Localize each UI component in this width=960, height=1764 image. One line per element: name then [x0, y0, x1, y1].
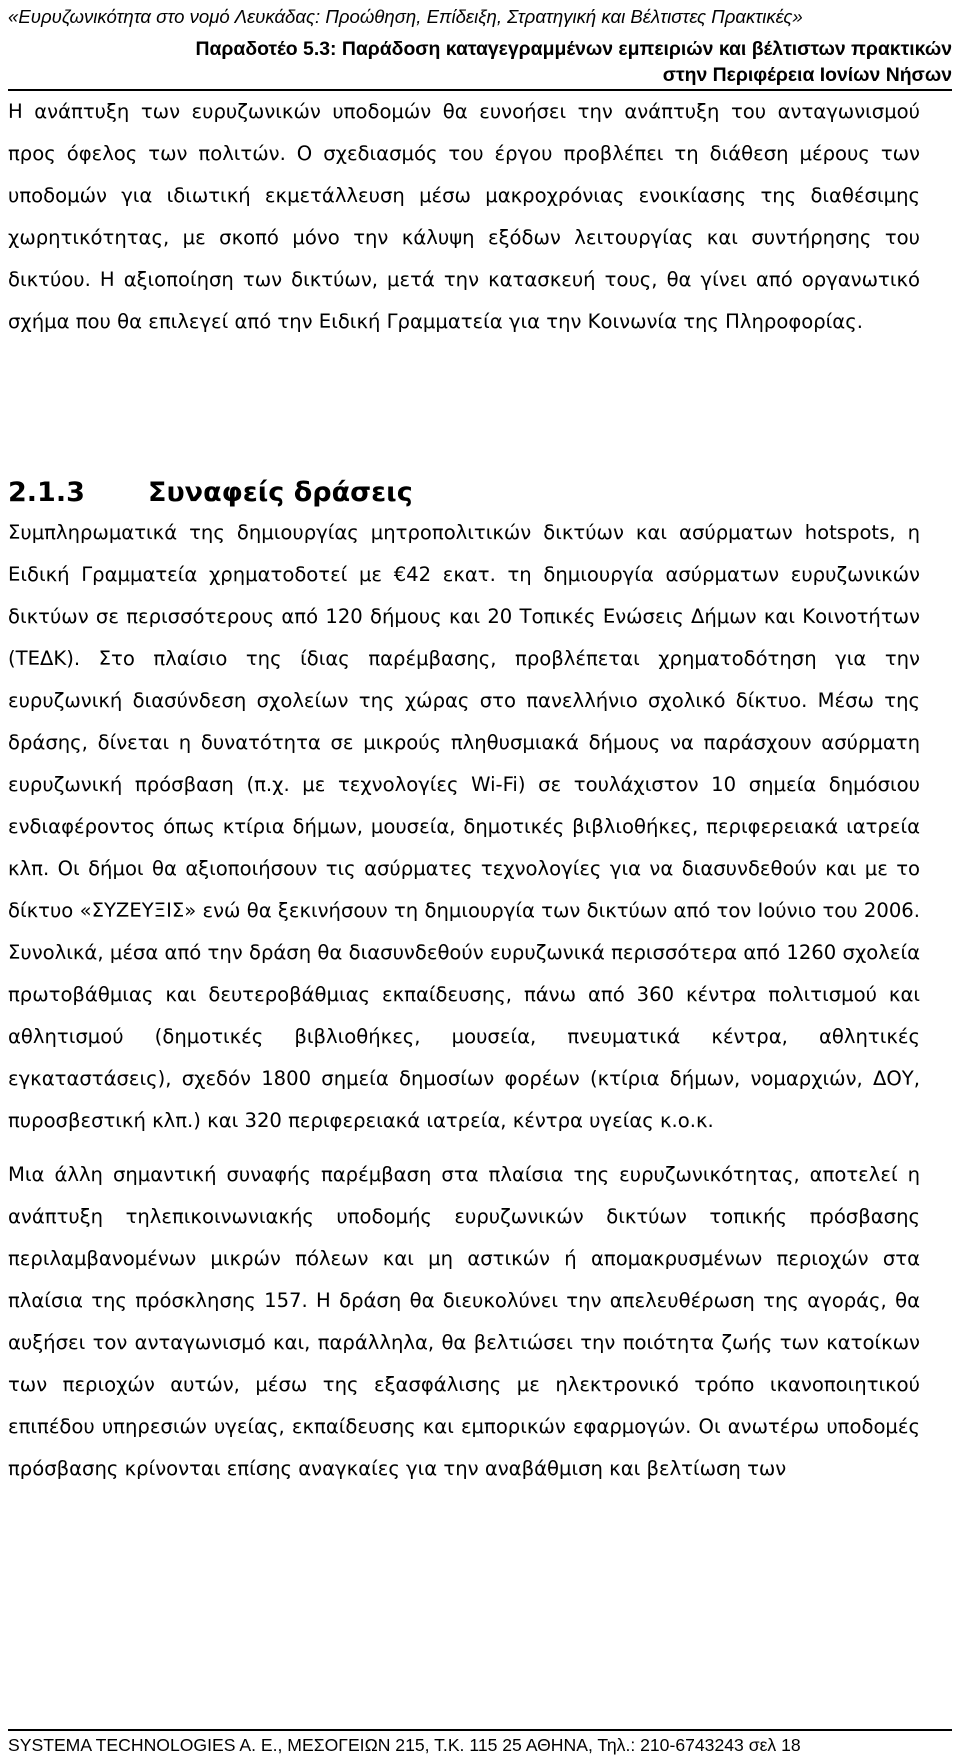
project-title: «Ευρυζωνικότητα στο νομό Λευκάδας: Προώθηση, Επίδειξη, Στρατηγική και Βέλτιστες Πρακτικές» — [8, 6, 803, 27]
section-body — [8, 512, 920, 1490]
paragraph: Συμπληρωματικά της δημιουργίας μητροπολιτικών δικτύων και ασύρματων hotspots, η Ειδική Γραμματεία χρηματοδοτεί με €42 εκατ. τη δημιουργία ασύρματων ευρυζωνικών δικτύων σε περισσότερους από 120 δήμους και 20 Τοπικές Ενώσεις Δήμων και Κοινοτήτων (ΤΕΔΚ). Στο πλαίσιο της ίδιας παρέμβασης, προβλέπεται χρηματοδότηση για την ευρυζωνική διασύνδεση σχολείων της χώρας στο πανελλήνιο σχολικό δίκτυο. Μέσω της δράσης, δίνεται η δυνατότητα σε μικρούς πληθυσμιακά δήμους να παράσχουν ασύρματη ευρυζωνική πρόσβαση (π.χ. με τεχνολογίες Wi-Fi) σε τουλάχιστον 10 σημεία δημόσιου ενδιαφέροντος όπως κτίρια δήμων, μουσεία, δημοτικές βιβλιοθήκες, περιφερειακά ιατρεία κλπ. Οι δήμοι θα αξιοποιήσουν τις ασύρματες τεχνολογίες για να διασυνδεθούν και με το δίκτυο «ΣΥΖΕΥΞΙΣ» ενώ θα ξεκινήσουν τη δημιουργία των δικτύων από τον Ιούνιο του 2006. Συνολικά, μέσα από την δράση θα διασυνδεθούν ευρυζωνικά περισσότερα από 1260 σχολεία πρωτοβάθμιας και δευτεροβάθμιας εκπαίδευσης, πάνω από 360 κέντρα πολιτισμού και αθλητισμού (δημοτικές βιβλιοθήκες, μουσεία, πνευματικά κέντρα, αθλητικές εγκαταστάσεις), σχεδόν 1800 σημεία δημοσίων φορέων (κτίρια δήμων, νομαρχιών, ΔΟΥ, πυροσβεστική κλπ.) και 320 περιφερειακά ιατρεία, κέντρα υγείας κ.ο.κ. — [8, 521, 920, 1132]
section-title: Συναφείς δράσεις — [148, 477, 413, 508]
deliverable-title — [8, 36, 952, 88]
deliverable-title-line-2: στην Περιφέρεια Ιονίων Νήσων — [662, 64, 952, 86]
paragraph: Μια άλλη σημαντική συναφής παρέμβαση στα πλαίσια της ευρυζωνικότητας, αποτελεί η ανάπτυξη τηλεπικοινωνιακής υποδομής ευρυζωνικών δικτύων τοπικής πρόσβασης περιλαμβανομένων μικρών πόλεων και μη αστικών ή απομακρυσμένων περιοχών στα πλαίσια της πρόσκλησης 157. Η δράση θα διευκολύνει την απελευθέρωση της αγοράς, θα αυξήσει τον ανταγωνισμό και, παράλληλα, θα βελτιώσει την ποιότητα ζωής των κατοίκων των περιοχών αυτών, μέσω της εξασφάλισης με ηλεκτρονικό τρόπο ικανοποιητικού επιπέδου υπηρεσιών υγείας, εκπαίδευσης και εμπορικών εφαρμογών. Οι ανωτέρω υποδομές πρόσβασης κρίνονται επίσης αναγκαίες για την αναβάθμιση και βελτίωση των — [8, 1163, 920, 1480]
footer-divider — [8, 1729, 952, 1731]
page-footer: SYSTEMA TECHNOLOGIES A. E., ΜΕΣΟΓΕΙΩΝ 215, Τ.Κ. 115 25 ΑΘΗΝΑ, Τηλ.: 210-6743243 σελ 18 — [8, 1735, 801, 1755]
paragraph: Η ανάπτυξη των ευρυζωνικών υποδομών θα ευνοήσει την ανάπτυξη του ανταγωνισμού προς όφελος των πολιτών. Ο σχεδιασμός του έργου προβλέπει τη διάθεση μέρους των υποδομών για ιδιωτική εκμετάλλευση μέσω μακροχρόνιας ενοικίασης της διαθέσιμης χωρητικότητας, με σκοπό μόνο την κάλυψη εξόδων λειτουργίας και συντήρησης του δικτύου. Η αξιοποίηση των δικτύων, μετά την κατασκευή τους, θα γίνει από οργανωτικό σχήμα που θα επιλεγεί από την Ειδική Γραμματεία για την Κοινωνία της Πληροφορίας. — [8, 100, 920, 333]
deliverable-title-line-1: Παραδοτέο 5.3: Παράδοση καταγεγραμμένων εμπειριών και βέλτιστων πρακτικών — [195, 38, 952, 60]
section-number: 2.1.3 — [8, 477, 85, 508]
section-heading — [8, 472, 920, 514]
intro-text — [8, 91, 920, 343]
